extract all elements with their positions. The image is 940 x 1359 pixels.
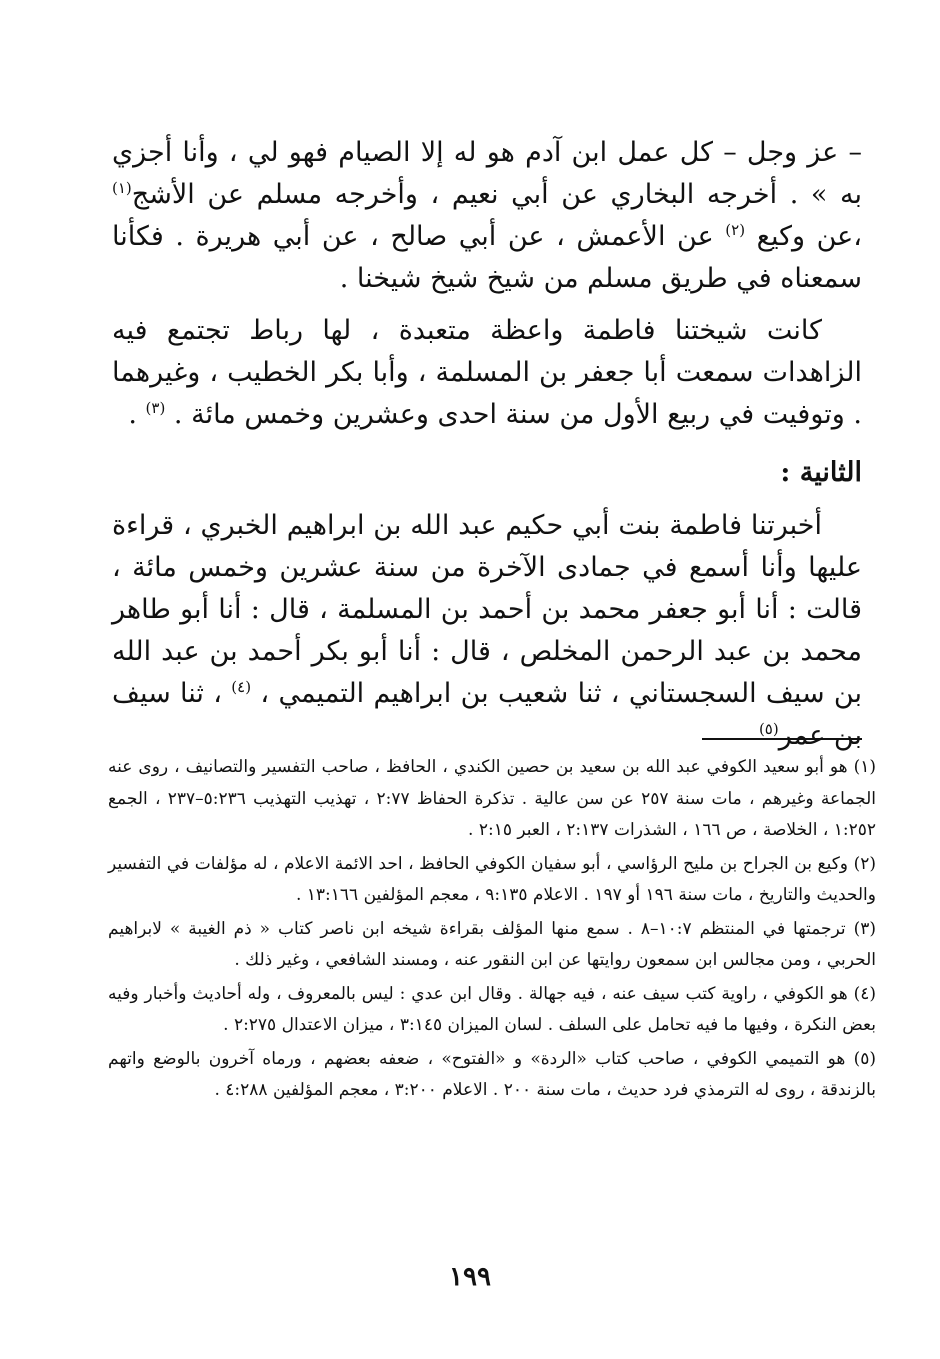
paragraph-1-text-a: – عز وجل – كل عمل ابن آدم هو له إلا الصيام فهو لي ، وأنا أجزي به » . أخرجه البخاري عن أبي نعيم ، وأخرجه مسلم عن الأشج [112, 137, 862, 210]
footnote-ref-5: (٥) [758, 720, 779, 738]
footnote-1: (١) هو أبو سعيد الكوفي عبد الله بن سعيد بن حصين الكندي ، الحافظ ، صاحب التفسير والتصانيف ، روى عنه الجماعة وغيرهم ، مات سنة ٢٥٧ عن سن عالية . تذكرة الحفاظ ٢:٧٧ ، تهذيب التهذيب ٥:٢٣٦–٢٣٧ ، الجمع ١:٢٥٢ ، الخلاصة ، ص ١٦٦ ، الشذرات ٢:١٣٧ ، العبر ٢:١٥ . [108, 757, 876, 840]
footnote-5: (٥) هو التميمي الكوفي ، صاحب كتاب «الردة» و «الفتوح» ، ضعفه بعضهم ، ورماه آخرون بالوضع واتهم بالزندقة ، روى له الترمذي فرد حديث ، مات سنة ٢٠٠ . الاعلام ٣:٢٠٠ ، معجم المؤلفين ٤:٢٨٨ . [108, 1048, 876, 1100]
page-number: ١٩٩ [449, 1262, 491, 1292]
paragraph-1-text-c: عن الأعمش ، عن أبي صالح ، عن أبي هريرة . فكأنا سمعناه في طريق مسلم من شيخ شيخ شيخنا . [112, 221, 862, 294]
body-paragraph-1 [112, 132, 862, 300]
footnote-ref-4: (٤) [231, 678, 252, 696]
paragraph-3-text-a: أخبرتنا فاطمة بنت أبي حكيم عبد الله بن ابراهيم الخبري ، قراءة عليها وأنا أسمع في جمادى الآخرة من سنة عشرين وخمس مائة ، قالت : أنا أبو جعفر محمد بن أحمد بن المسلمة ، قال : أنا أبو طاهر محمد بن عبد الرحمن المخلص ، قال : أنا أبو بكر أحمد بن عبد الله بن سيف السجستاني ، ثنا شعيب بن ابراهيم التميمي ، [112, 510, 862, 709]
footnote-4: (٤) هو الكوفي ، راوية كتب سيف عنه ، فيه جهالة . وقال ابن عدي : ليس بالمعروف ، وله أحاديث وأخبار وفيه بعض النكرة ، وفيها ما فيه تحامل على السلف . لسان الميزان ٣:١٤٥ ، ميزان الاعتدال ٢:٢٧٥ . [108, 983, 876, 1035]
paragraph-2-text-b: . [128, 399, 137, 430]
footnote-2: (٢) وكيع بن الجراح بن مليح الرؤاسي ، أبو سفيان الكوفي الحافظ ، احد الائمة الاعلام ، له مؤلفات في التفسير والحديث والتاريخ ، مات سنة ١٩٦ أو ١٩٧ . الاعلام ٩:١٣٥ ، معجم المؤلفين ١٣:١٦٦ . [108, 853, 876, 905]
footnote-ref-1: (١) [112, 179, 132, 197]
footnote-ref-3: (٣) [145, 399, 166, 417]
paragraph-1-text-b: ،عن وكيع [756, 221, 862, 252]
paragraph-3-text-b: ، ثنا سيف بن عمر [112, 678, 862, 751]
footnote-divider [702, 738, 862, 740]
body-paragraph-2 [112, 310, 862, 436]
footnote-3: (٣) ترجمتها في المنتظم ١٠:٧–٨ . سمع منها المؤلف بقراءة شيخه ابن ناصر كتاب « ذم الغيبة » لابراهيم الحربي ، ومن مجالس ابن سمعون روايتها عن ابن النقور عنه ، ومسند الشافعي ، وغير ذلك . [108, 918, 876, 970]
body-paragraph-3 [112, 505, 862, 757]
footnote-ref-2: (٢) [725, 221, 746, 239]
paragraph-2-text-a: كانت شيختنا فاطمة واعظة متعبدة ، لها رباط تجتمع فيه الزاهدات سمعت أبا جعفر بن المسلمة ، وأبا بكر الخطيب ، وغيرهما . وتوفيت في ربيع الأول من سنة احدى وعشرين وخمس مائة . [112, 315, 862, 430]
footnotes-section [108, 752, 876, 1109]
section-heading: الثانية : [780, 457, 862, 488]
